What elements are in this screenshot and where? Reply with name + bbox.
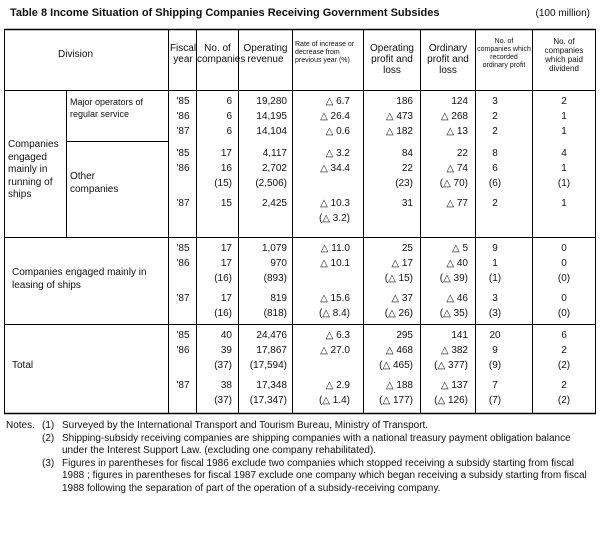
note-item	[6, 420, 594, 433]
ordinary-profit-cell: △ 268	[440, 111, 468, 122]
ordinary-profit-cell: 141	[451, 330, 468, 341]
operating-revenue-cell: 1,079	[261, 243, 287, 254]
num-companies-cell: 6	[226, 96, 232, 107]
num-companies-cell: (37)	[214, 395, 232, 406]
ordinary-profit-cell: (△ 39)	[439, 273, 468, 284]
operating-profit-cell: 31	[401, 198, 413, 209]
num-companies-cell: 40	[220, 330, 232, 341]
num-ordinary-profit-cell: 20	[489, 330, 501, 341]
num-companies-cell: 16	[220, 163, 232, 174]
num-ordinary-profit-cell: (6)	[488, 178, 502, 189]
operating-profit-cell: (△ 26)	[384, 308, 413, 319]
header-num-companies: No. of companies	[197, 43, 246, 65]
fiscal-year-cell: '85	[176, 330, 190, 341]
ordinary-profit-cell: (△ 377)	[434, 360, 468, 371]
note-item	[6, 433, 594, 458]
num-companies-cell: (37)	[214, 360, 232, 371]
num-ordinary-profit-cell: 2	[492, 111, 498, 122]
num-paid-dividend-cell: 2	[561, 380, 567, 391]
num-companies-cell: 6	[226, 126, 232, 137]
note-item	[6, 458, 594, 496]
num-ordinary-profit-cell: (1)	[488, 273, 502, 284]
group-leasing-label: Companies engaged mainly in leasing of ships	[12, 267, 147, 291]
num-paid-dividend-cell: 1	[561, 198, 567, 209]
num-ordinary-profit-cell: 2	[492, 126, 498, 137]
operating-revenue-cell: 14,104	[256, 126, 287, 137]
operating-profit-cell: 25	[401, 243, 413, 254]
operating-revenue-cell: 17,867	[256, 345, 287, 356]
operating-revenue-cell: 24,476	[256, 330, 287, 341]
rate-of-change-cell: (△ 8.4)	[318, 308, 350, 319]
fiscal-year-cell: '87	[176, 380, 190, 391]
header-num-ordinary-profit: No. of companies which recorded ordinary profit	[477, 38, 531, 69]
notes-label: Notes.	[6, 420, 35, 431]
operating-revenue-cell: 2,702	[261, 163, 287, 174]
num-ordinary-profit-cell: 8	[492, 148, 498, 159]
num-paid-dividend-cell: (0)	[557, 273, 571, 284]
ordinary-profit-cell: △ 40	[446, 258, 468, 269]
rate-of-change-cell: △ 6.3	[325, 330, 350, 341]
fiscal-year-cell: '86	[176, 258, 190, 269]
num-paid-dividend-cell: (0)	[557, 308, 571, 319]
operating-revenue-cell: 14,195	[256, 111, 287, 122]
ordinary-profit-cell: (△ 35)	[439, 308, 468, 319]
ordinary-profit-cell: △ 382	[440, 345, 468, 356]
operating-revenue-cell: 970	[270, 258, 287, 269]
operating-revenue-cell: (893)	[263, 273, 287, 284]
ordinary-profit-cell: △ 137	[440, 380, 468, 391]
header-division: Division	[58, 49, 94, 60]
rate-of-change-cell: △ 27.0	[320, 345, 350, 356]
num-ordinary-profit-cell: 9	[492, 243, 498, 254]
rate-of-change-cell: △ 6.7	[325, 96, 350, 107]
rate-of-change-cell: △ 0.6	[325, 126, 350, 137]
num-paid-dividend-cell: (2)	[557, 360, 571, 371]
operating-profit-cell: 295	[396, 330, 413, 341]
ordinary-profit-cell: 124	[451, 96, 468, 107]
operating-profit-cell: 84	[401, 148, 413, 159]
num-companies-cell: 39	[220, 345, 232, 356]
rate-of-change-cell: (△ 3.2)	[318, 213, 350, 224]
header-fiscal-year: Fiscal year	[169, 43, 197, 65]
num-companies-cell: 17	[220, 293, 232, 304]
operating-revenue-cell: 19,280	[256, 96, 287, 107]
ordinary-profit-cell: △ 74	[446, 163, 468, 174]
rate-of-change-cell: △ 3.2	[325, 148, 350, 159]
operating-profit-cell: 186	[396, 96, 413, 107]
operating-profit-cell: (△ 465)	[379, 360, 413, 371]
num-ordinary-profit-cell: (9)	[488, 360, 502, 371]
rate-of-change-cell: △ 10.3	[320, 198, 350, 209]
num-ordinary-profit-cell: 9	[492, 345, 498, 356]
operating-revenue-cell: 2,425	[261, 198, 287, 209]
operating-profit-cell: △ 468	[385, 345, 413, 356]
fiscal-year-cell: '87	[176, 126, 190, 137]
num-ordinary-profit-cell: 3	[492, 96, 498, 107]
num-paid-dividend-cell: 2	[561, 345, 567, 356]
operating-profit-cell: △ 473	[385, 111, 413, 122]
note-text: Shipping-subsidy receiving companies are shipping companies with a national treasury payment obligation balance under the Interest Support Law. (excluding one company rehabilitated).	[62, 432, 571, 457]
ordinary-profit-cell: (△ 126)	[434, 395, 468, 406]
operating-revenue-cell: 4,117	[262, 148, 287, 159]
notes	[6, 420, 594, 496]
ordinary-profit-cell: △ 13	[446, 126, 468, 137]
num-paid-dividend-cell: 0	[561, 258, 567, 269]
operating-revenue-cell: (17,347)	[249, 395, 287, 406]
num-paid-dividend-cell: 0	[561, 243, 567, 254]
group-running-label: Companies engaged mainly in running of ships	[8, 139, 59, 200]
ordinary-profit-cell: △ 5	[451, 243, 468, 254]
rate-of-change-cell: △ 11.0	[320, 243, 350, 254]
header-ordinary-profit: Ordinary profit and loss	[427, 43, 469, 76]
operating-profit-cell: △ 188	[385, 380, 413, 391]
rate-of-change-cell: △ 10.1	[320, 258, 350, 269]
note-number: (1)	[42, 420, 55, 431]
rate-of-change-cell: △ 26.4	[320, 111, 350, 122]
header-num-paid-dividend: No. of companies which paid dividend	[544, 37, 584, 73]
unit-label: (100 million)	[535, 8, 590, 19]
num-ordinary-profit-cell: 1	[492, 258, 498, 269]
fiscal-year-cell: '85	[176, 96, 190, 107]
num-ordinary-profit-cell: (7)	[488, 395, 502, 406]
group-total-label: Total	[12, 360, 34, 371]
num-paid-dividend-cell: 0	[561, 293, 567, 304]
num-ordinary-profit-cell: (3)	[488, 308, 502, 319]
ordinary-profit-cell: 22	[456, 148, 468, 159]
fiscal-year-cell: '86	[176, 163, 190, 174]
fiscal-year-cell: '86	[176, 345, 190, 356]
num-ordinary-profit-cell: 2	[492, 198, 498, 209]
operating-profit-cell: △ 182	[385, 126, 413, 137]
table-title: Table 8 Income Situation of Shipping Companies Receiving Government Subsides	[10, 7, 440, 19]
num-ordinary-profit-cell: 3	[492, 293, 498, 304]
operating-revenue-cell: (2,506)	[255, 178, 287, 189]
operating-revenue-cell: 819	[270, 293, 287, 304]
num-companies-cell: 17	[220, 243, 232, 254]
note-text: Figures in parentheses for fiscal 1986 exclude two companies which stopped receiving a subsidy starting from fiscal 1988 ; figures in parentheses for fiscal 1987 exclude one company which began receiving a subsidy starting from fiscal 1988 following the separation of part of the operation of a subsidy-receiving company.	[62, 457, 587, 494]
operating-profit-cell: (△ 177)	[379, 395, 413, 406]
num-companies-cell: 15	[220, 198, 232, 209]
ordinary-profit-cell: △ 77	[446, 198, 468, 209]
rate-of-change-cell: (△ 1.4)	[318, 395, 350, 406]
num-paid-dividend-cell: (2)	[557, 395, 571, 406]
num-paid-dividend-cell: 1	[561, 163, 567, 174]
num-companies-cell: (15)	[214, 178, 232, 189]
num-companies-cell: (16)	[214, 308, 232, 319]
header-operating-profit: Operating profit and loss	[370, 43, 414, 76]
fiscal-year-cell: '87	[176, 293, 190, 304]
header-operating-revenue: Operating revenue	[243, 43, 288, 65]
num-paid-dividend-cell: 6	[561, 330, 567, 341]
operating-profit-cell: △ 17	[391, 258, 413, 269]
operating-profit-cell: 22	[401, 163, 413, 174]
operating-profit-cell: △ 37	[391, 293, 413, 304]
group-major-label: Major operators of regular service	[70, 97, 144, 119]
fiscal-year-cell: '87	[176, 198, 190, 209]
num-ordinary-profit-cell: 7	[492, 380, 498, 391]
operating-revenue-cell: (818)	[263, 308, 287, 319]
operating-profit-cell: (△ 15)	[384, 273, 413, 284]
operating-profit-cell: (23)	[395, 178, 413, 189]
fiscal-year-cell: '86	[176, 111, 190, 122]
num-companies-cell: 17	[220, 148, 232, 159]
ordinary-profit-cell: (△ 70)	[439, 178, 468, 189]
num-companies-cell: 38	[220, 380, 232, 391]
rate-of-change-cell: △ 34.4	[320, 163, 350, 174]
note-number: (2)	[42, 432, 55, 444]
rate-of-change-cell: △ 2.9	[325, 380, 350, 391]
num-companies-cell: (16)	[214, 273, 232, 284]
operating-revenue-cell: (17,594)	[249, 360, 287, 371]
header-rate-of-change: Rate of increase or decrease from previous year (%)	[295, 41, 355, 64]
num-companies-cell: 6	[226, 111, 232, 122]
ordinary-profit-cell: △ 46	[446, 293, 468, 304]
num-companies-cell: 17	[220, 258, 232, 269]
fiscal-year-cell: '85	[176, 148, 190, 159]
rate-of-change-cell: △ 15.6	[320, 293, 350, 304]
operating-revenue-cell: 17,348	[256, 380, 287, 391]
num-paid-dividend-cell: 1	[561, 111, 567, 122]
group-other-label: Other companies	[70, 171, 119, 195]
num-paid-dividend-cell: 1	[561, 126, 567, 137]
note-text: Surveyed by the International Transport and Tourism Bureau, Ministry of Transport.	[62, 420, 429, 431]
num-paid-dividend-cell: 4	[561, 148, 567, 159]
num-paid-dividend-cell: 2	[561, 96, 567, 107]
note-number: (3)	[42, 457, 55, 469]
num-ordinary-profit-cell: 6	[492, 163, 498, 174]
num-paid-dividend-cell: (1)	[557, 178, 571, 189]
fiscal-year-cell: '85	[176, 243, 190, 254]
